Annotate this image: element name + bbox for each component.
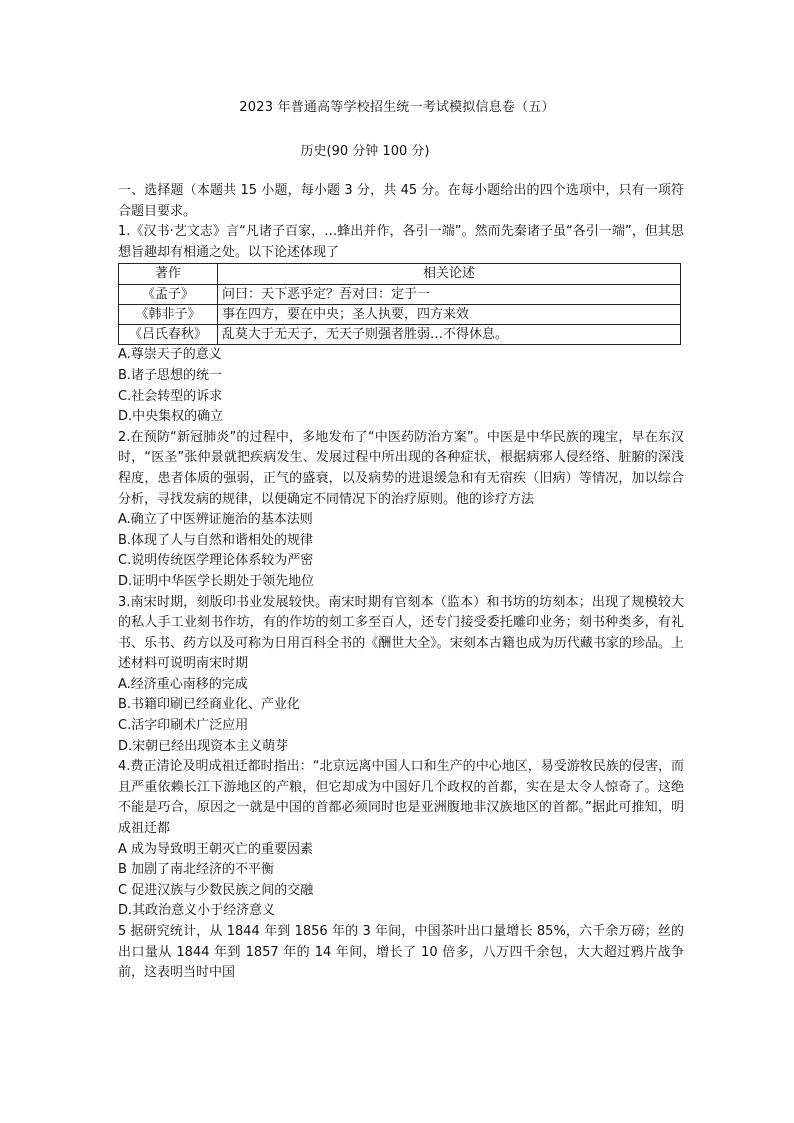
table-row [119, 325, 681, 345]
option-b: B.书籍印刷已经商业化、产业化 [118, 697, 301, 713]
option-b: B.体现了人与自然和谐相处的规律 [118, 532, 314, 548]
option-c: C.说明传统医学理论体系较为严密 [118, 553, 314, 569]
option-b: B 加剧了南北经济的不平衡 [118, 862, 275, 878]
table-cell: 《吕氏春秋》 [119, 325, 218, 345]
option-d: D.证明中华医学长期处于领先地位 [118, 573, 315, 589]
option-c: C.活字印刷术广泛应用 [118, 718, 249, 734]
option-c: C.社会转型的诉求 [118, 388, 223, 404]
table-row [119, 305, 681, 325]
exam-subtitle: 历史(90 分钟 100 分) [300, 144, 430, 159]
table-cell: 《孟子》 [119, 285, 218, 305]
question-stem: 3.南宋时期，刻版印书业发展较快。南宋时期有官刻本（监本）和书坊的坊刻本；出现了规模较大的私人手工业刻书作坊，有的作坊的刻工多至百人，还专门接受委托雕印业务；刻书种类多，有礼书、乐书、药方以及可称为日用百科全书的《酬世大全》。宋刻本古籍也成为历代藏书家的珍品。上述材料可说明南宋时期 [118, 594, 684, 672]
table-cell: 乱莫大于无天子，无天子则强者胜弱…不得休息。 [218, 325, 681, 345]
works-table [118, 263, 681, 345]
table-cell: 事在四方，要在中央；圣人执要，四方来效 [218, 305, 681, 325]
option-a: A.确立了中医辨证施治的基本法则 [118, 512, 313, 528]
table-header-row [119, 264, 681, 285]
question-3 [118, 593, 684, 758]
question-stem: 1.《汉书·艺文志》言“凡诸子百家，…蜂出并作，各引一端”。然而先秦诸子虽“各引一端”，但其思想旨趣却有相通之处。以下论述体现了 [118, 224, 684, 260]
question-4 [118, 757, 684, 922]
option-a: A.经济重心南移的完成 [118, 676, 248, 692]
option-d: D.中央集权的确立 [118, 409, 224, 425]
option-b: B.诸子思想的统一 [118, 367, 223, 383]
table-cell: 问曰：天下恶乎定？吾对曰：定于一 [218, 285, 681, 305]
question-stem: 2.在预防“新冠肺炎”的过程中，多地发布了“中医药防治方案”。中医是中华民族的瑰宝，早在东汉时，“医圣”张仲景就把疾病发生、发展过程中所出现的各种症状，根据病邪人侵经络、脏腑的深浅程度，患者体质的强弱，正气的盛衰，以及病势的进退缓急和有无宿疾（旧病）等情况，加以综合分析，寻找发病的规律，以便确定不同情况下的治疗原则。他的诊疗方法 [118, 429, 684, 507]
table-row [119, 285, 681, 305]
option-c: C 促进汉族与少数民族之间的交融 [118, 882, 314, 898]
table-header-cell: 著作 [119, 264, 218, 285]
option-a: A 成为导致明王朝灭亡的重要因素 [118, 841, 314, 857]
question-stem: 4.费正清论及明成祖迁都时指出：“北京远离中国人口和生产的中心地区，易受游牧民族的侵害，而且严重依赖长江下游地区的产粮，但它却成为中国好几个政权的首都，实在是太令人惊奇了。这绝不能是巧合，原因之一就是中国的首都必须同时也是亚洲腹地非汉族地区的首都。”据此可推知，明成祖迁都 [118, 759, 684, 837]
question-2 [118, 428, 684, 593]
question-stem: 5 据研究统计，从 1844 年到 1856 年的 3 年间，中国茶叶出口量增长 85%，六千余万磅；丝的出口量从 1844 年到 1857 年的 14 年间，增长了 10 倍多，八万四千余包，大大超过鸦片战争前，这表明当时中国 [118, 924, 684, 981]
section-heading: 一、选择题（本题共 15 小题，每小题 3 分，共 45 分。在每小题给出的四个选项中，只有一项符合题目要求。 [118, 183, 684, 219]
exam-content [118, 181, 684, 984]
option-a: A.尊崇天子的意义 [118, 347, 222, 363]
option-d: D.其政治意义小于经济意义 [118, 903, 276, 919]
table-header-cell: 相关论述 [218, 264, 681, 285]
table-cell: 《韩非子》 [119, 305, 218, 325]
question-5 [118, 922, 684, 984]
exam-title: 2023 年普通高等学校招生统一考试模拟信息卷（五） [239, 100, 555, 115]
option-d: D.宋朝已经出现资本主义萌芽 [118, 738, 289, 754]
question-1 [118, 222, 684, 428]
